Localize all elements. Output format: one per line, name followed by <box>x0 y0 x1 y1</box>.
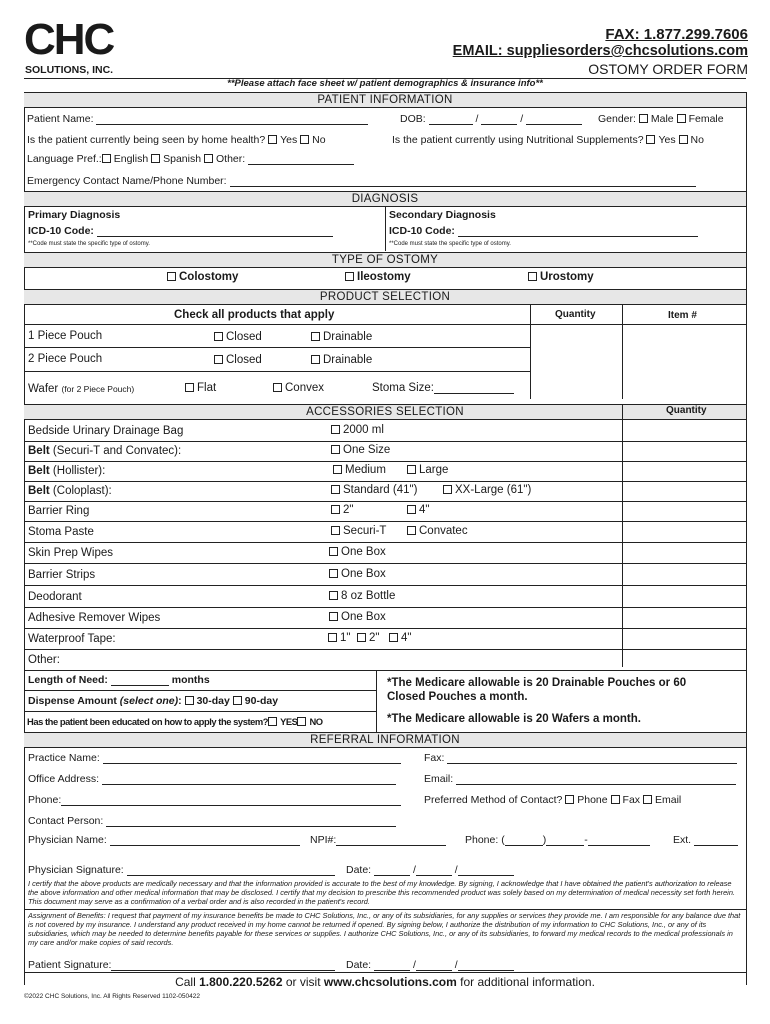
accessory-label: Skin Prep Wipes <box>28 547 114 559</box>
certification-text: I certify that the above products are medically necessary and that the information provided is accurate to the best of my knowledge. By signing, I acknowledge that I have obtained the patient's authorization to release the above information and other medical information that may be disclosed. I certify that my decision to prescribe this recommended product was solely based on my determination of medical necessity set forth herein. This document may serve as a confirmation of a verbal order and is also recorded in the patient's record. <box>28 879 735 906</box>
two-piece-drainable-checkbox[interactable] <box>311 355 320 364</box>
pref-email-checkbox[interactable] <box>643 795 652 804</box>
patient-signature-label: Patient Signature: <box>28 959 335 971</box>
primary-icd-label: ICD-10 Code: <box>28 225 333 237</box>
physician-date-label: Date: / / <box>346 864 514 876</box>
npi-field[interactable] <box>336 834 446 846</box>
accessory-label: Barrier Ring <box>28 505 90 517</box>
physician-date-field[interactable] <box>374 864 410 876</box>
accessory-option-checkbox[interactable] <box>443 485 452 494</box>
section-product-selection: PRODUCT SELECTION <box>24 289 746 305</box>
accessories-quantity-header: Quantity <box>666 405 707 416</box>
accessory-label: Belt (Securi-T and Convatec): <box>28 445 182 457</box>
gender-row: Gender: Male Female <box>598 113 724 125</box>
accessory-option-checkbox[interactable] <box>331 445 340 454</box>
patient-signature-field[interactable] <box>111 959 335 971</box>
dispense-amount-row: Dispense Amount (select one): 30-day 90-day <box>28 695 279 707</box>
physician-signature-label: Physician Signature: <box>28 864 335 876</box>
accessory-option: Large <box>407 464 448 476</box>
educated-yes-checkbox[interactable] <box>268 717 277 726</box>
accessory-label: Stoma Paste <box>28 526 94 538</box>
accessory-option-checkbox[interactable] <box>407 465 416 474</box>
patient-name-field[interactable] <box>96 113 368 125</box>
primary-icd-field[interactable] <box>97 225 333 237</box>
section-referral: REFERRAL INFORMATION <box>24 732 746 748</box>
language-english-checkbox[interactable] <box>102 154 111 163</box>
phone-label: Phone: <box>28 794 401 806</box>
pref-phone-checkbox[interactable] <box>565 795 574 804</box>
accessory-label: Belt (Coloplast): <box>28 485 112 497</box>
accessory-option-checkbox[interactable] <box>331 526 340 535</box>
medicare-note-wafers: *The Medicare allowable is 20 Wafers a month. <box>387 713 641 725</box>
section-ostomy-type: TYPE OF OSTOMY <box>24 252 746 268</box>
practice-name-field[interactable] <box>103 752 401 764</box>
practice-name-label: Practice Name: <box>28 752 401 764</box>
accessory-option: Standard (41") <box>331 484 417 496</box>
stoma-size-label: Stoma Size: <box>372 382 514 394</box>
accessory-option-checkbox[interactable] <box>328 633 337 642</box>
colostomy-checkbox[interactable] <box>167 272 176 281</box>
ostomy-urostomy: Urostomy <box>528 271 594 283</box>
accessory-option-checkbox[interactable] <box>329 612 338 621</box>
contact-person-field[interactable] <box>106 815 396 827</box>
dispense-30-checkbox[interactable] <box>185 696 194 705</box>
patient-date-label: Date: / / <box>346 959 514 971</box>
product-quantity-header: Quantity <box>555 309 596 320</box>
primary-diagnosis-label: Primary Diagnosis <box>28 209 121 221</box>
one-piece-pouch-label: 1 Piece Pouch <box>28 330 103 342</box>
accessory-option-checkbox[interactable] <box>331 485 340 494</box>
gender-female-checkbox[interactable] <box>677 114 686 123</box>
office-address-field[interactable] <box>102 773 396 785</box>
educated-no-checkbox[interactable] <box>297 717 306 726</box>
accessory-option-checkbox[interactable] <box>329 591 338 600</box>
attach-note: **Please attach face sheet w/ patient demographics & insurance info** <box>227 78 543 89</box>
accessory-option-checkbox[interactable] <box>333 465 342 474</box>
check-products-header: Check all products that apply <box>174 309 335 321</box>
home-health-question: Is the patient currently being seen by home health? Yes No <box>27 134 326 146</box>
wafer-convex-checkbox[interactable] <box>273 383 282 392</box>
accessory-option: 2000 ml <box>331 424 384 436</box>
language-other-field[interactable] <box>248 153 354 165</box>
pref-fax-checkbox[interactable] <box>611 795 620 804</box>
wafer-convex: Convex <box>273 382 324 394</box>
accessory-option: 4" <box>407 504 429 516</box>
accessory-option-checkbox[interactable] <box>329 569 338 578</box>
accessory-option: 8 oz Bottle <box>329 590 395 602</box>
fax-label: Fax: <box>424 752 737 764</box>
gender-male-checkbox[interactable] <box>639 114 648 123</box>
accessory-option-checkbox[interactable] <box>407 526 416 535</box>
accessory-label: Barrier Strips <box>28 569 96 581</box>
medicare-note-pouches: *The Medicare allowable is 20 Drainable Pouches or 60 Closed Pouches a month. <box>387 677 687 703</box>
secondary-icd-field[interactable] <box>458 225 698 237</box>
urostomy-checkbox[interactable] <box>528 272 537 281</box>
copyright: ©2022 CHC Solutions, Inc. All Rights Reserved 1102-050422 <box>24 993 200 1000</box>
length-of-need-field[interactable] <box>111 674 169 686</box>
company-logo: CHC <box>24 15 114 64</box>
dob-field[interactable] <box>429 113 473 125</box>
physician-phone-label: Phone: ( ) - <box>465 834 650 846</box>
accessory-option: One Box <box>329 568 386 580</box>
language-spanish-checkbox[interactable] <box>151 154 160 163</box>
accessory-option-checkbox[interactable] <box>407 505 416 514</box>
product-item-header: Item # <box>668 310 697 321</box>
email-label: Email: <box>424 773 736 785</box>
stoma-size-field[interactable] <box>434 382 514 394</box>
office-address-label: Office Address: <box>28 773 396 785</box>
accessory-label: Bedside Urinary Drainage Bag <box>28 425 184 437</box>
two-piece-drainable: Drainable <box>311 354 372 366</box>
patient-date-field[interactable] <box>374 959 410 971</box>
accessory-option: Medium <box>333 464 386 476</box>
physician-signature-field[interactable] <box>127 864 335 876</box>
assignment-of-benefits-text: Assignment of Benefits: I request that payment of my insurance benefits be made to CHC Solutions, Inc., or any of its subsidiaries, for any supplies or services they provide me. I am responsible for any balance due that is not covered by my insurance. I understand any product received in my home cannot be returned if opened. By signing below, I authorize the distribution of my information to CHC Solutions, Inc., or any of its subsidiaries, which may be needed to determine benefits payable for these services or supplies. I authorize CHC Solutions, Inc., or any of its subsidiaries, to forward my medical records to the medical professionals in my care and/or make copies of said records. <box>28 911 741 947</box>
secondary-icd-label: ICD-10 Code: <box>389 225 698 237</box>
other-accessory-label: Other: <box>28 654 60 666</box>
accessory-option: One Box <box>329 611 386 623</box>
section-accessories: ACCESSORIES SELECTION <box>24 404 746 420</box>
accessory-option: 2" <box>331 504 353 516</box>
physician-phone-field[interactable] <box>505 834 543 846</box>
accessory-option: Securi-T <box>331 525 386 537</box>
language-row: Language Pref.: English Spanish Other: <box>27 153 354 165</box>
fax-number: FAX: 1.877.299.7606 <box>605 26 748 43</box>
ext-field[interactable] <box>694 834 738 846</box>
primary-code-note: **Code must state the specific type of ostomy. <box>28 241 150 247</box>
accessory-option: 1" <box>328 632 350 644</box>
fax-field[interactable] <box>447 752 737 764</box>
section-patient-info: PATIENT INFORMATION <box>24 92 746 108</box>
accessory-option-checkbox[interactable] <box>331 425 340 434</box>
wafer-flat: Flat <box>185 382 216 394</box>
physician-name-label: Physician Name: <box>28 834 300 846</box>
one-piece-drainable: Drainable <box>311 331 372 343</box>
dispense-90-checkbox[interactable] <box>233 696 242 705</box>
accessory-option: Convatec <box>407 525 468 537</box>
ileostomy-checkbox[interactable] <box>345 272 354 281</box>
accessory-label: Adhesive Remover Wipes <box>28 612 161 624</box>
patient-name-label: Patient Name: <box>27 113 368 125</box>
wafer-flat-checkbox[interactable] <box>185 383 194 392</box>
emergency-contact-label: Emergency Contact Name/Phone Number: <box>27 175 696 187</box>
one-piece-drainable-checkbox[interactable] <box>311 332 320 341</box>
nutrition-yes-checkbox[interactable] <box>646 135 655 144</box>
ostomy-colostomy: Colostomy <box>167 271 238 283</box>
footer-contact: Call 1.800.220.5262 or visit www.chcsolutions.com for additional information. <box>175 975 595 989</box>
form-title: OSTOMY ORDER FORM <box>588 61 748 77</box>
footer-website-link[interactable]: www.chcsolutions.com <box>323 975 457 989</box>
emergency-contact-field[interactable] <box>230 175 696 187</box>
npi-label: NPI#: <box>310 834 446 846</box>
accessory-option-checkbox[interactable] <box>331 505 340 514</box>
two-piece-pouch-label: 2 Piece Pouch <box>28 353 103 365</box>
accessory-option-checkbox[interactable] <box>357 633 366 642</box>
contact-person-label: Contact Person: <box>28 815 396 827</box>
preferred-contact-row: Preferred Method of Contact? Phone Fax Email <box>424 794 682 806</box>
accessory-label: Deodorant <box>28 591 82 603</box>
dob-label: DOB: / / <box>400 113 582 125</box>
phone-field[interactable] <box>61 794 401 806</box>
two-piece-closed-checkbox[interactable] <box>214 355 223 364</box>
ext-label: Ext. <box>673 834 738 846</box>
accessory-option-checkbox[interactable] <box>329 547 338 556</box>
footer-phone[interactable]: 1.800.220.5262 <box>199 975 283 989</box>
accessory-option: XX-Large (61") <box>443 484 531 496</box>
nutrition-no-checkbox[interactable] <box>679 135 688 144</box>
one-piece-closed-checkbox[interactable] <box>214 332 223 341</box>
physician-name-field[interactable] <box>110 834 300 846</box>
accessory-option: One Size <box>331 444 390 456</box>
secondary-code-note: **Code must state the specific type of ostomy. <box>389 241 511 247</box>
section-diagnosis: DIAGNOSIS <box>24 191 746 207</box>
accessory-label: Belt (Hollister): <box>28 465 106 477</box>
accessory-option: One Box <box>329 546 386 558</box>
email-address: EMAIL: suppliesorders@chcsolutions.com <box>452 43 748 59</box>
language-other-checkbox[interactable] <box>204 154 213 163</box>
wafer-label: Wafer (for 2 Piece Pouch) <box>28 383 135 395</box>
secondary-diagnosis-label: Secondary Diagnosis <box>389 209 496 221</box>
length-of-need-label: Length of Need: months <box>28 674 210 686</box>
email-field[interactable] <box>456 773 736 785</box>
home-health-no-checkbox[interactable] <box>300 135 309 144</box>
home-health-yes-checkbox[interactable] <box>268 135 277 144</box>
accessory-option: 2" <box>357 632 379 644</box>
accessory-option: 4" <box>389 632 411 644</box>
company-logo-subtitle: SOLUTIONS, INC. <box>25 64 114 76</box>
ostomy-ileostomy: Ileostomy <box>345 271 411 283</box>
two-piece-closed: Closed <box>214 354 262 366</box>
education-question: Has the patient been educated on how to apply the system? YES NO <box>27 716 323 727</box>
accessory-label: Waterproof Tape: <box>28 633 116 645</box>
accessory-option-checkbox[interactable] <box>389 633 398 642</box>
nutrition-question: Is the patient currently using Nutritional Supplements? Yes No <box>392 134 704 146</box>
one-piece-closed: Closed <box>214 331 262 343</box>
